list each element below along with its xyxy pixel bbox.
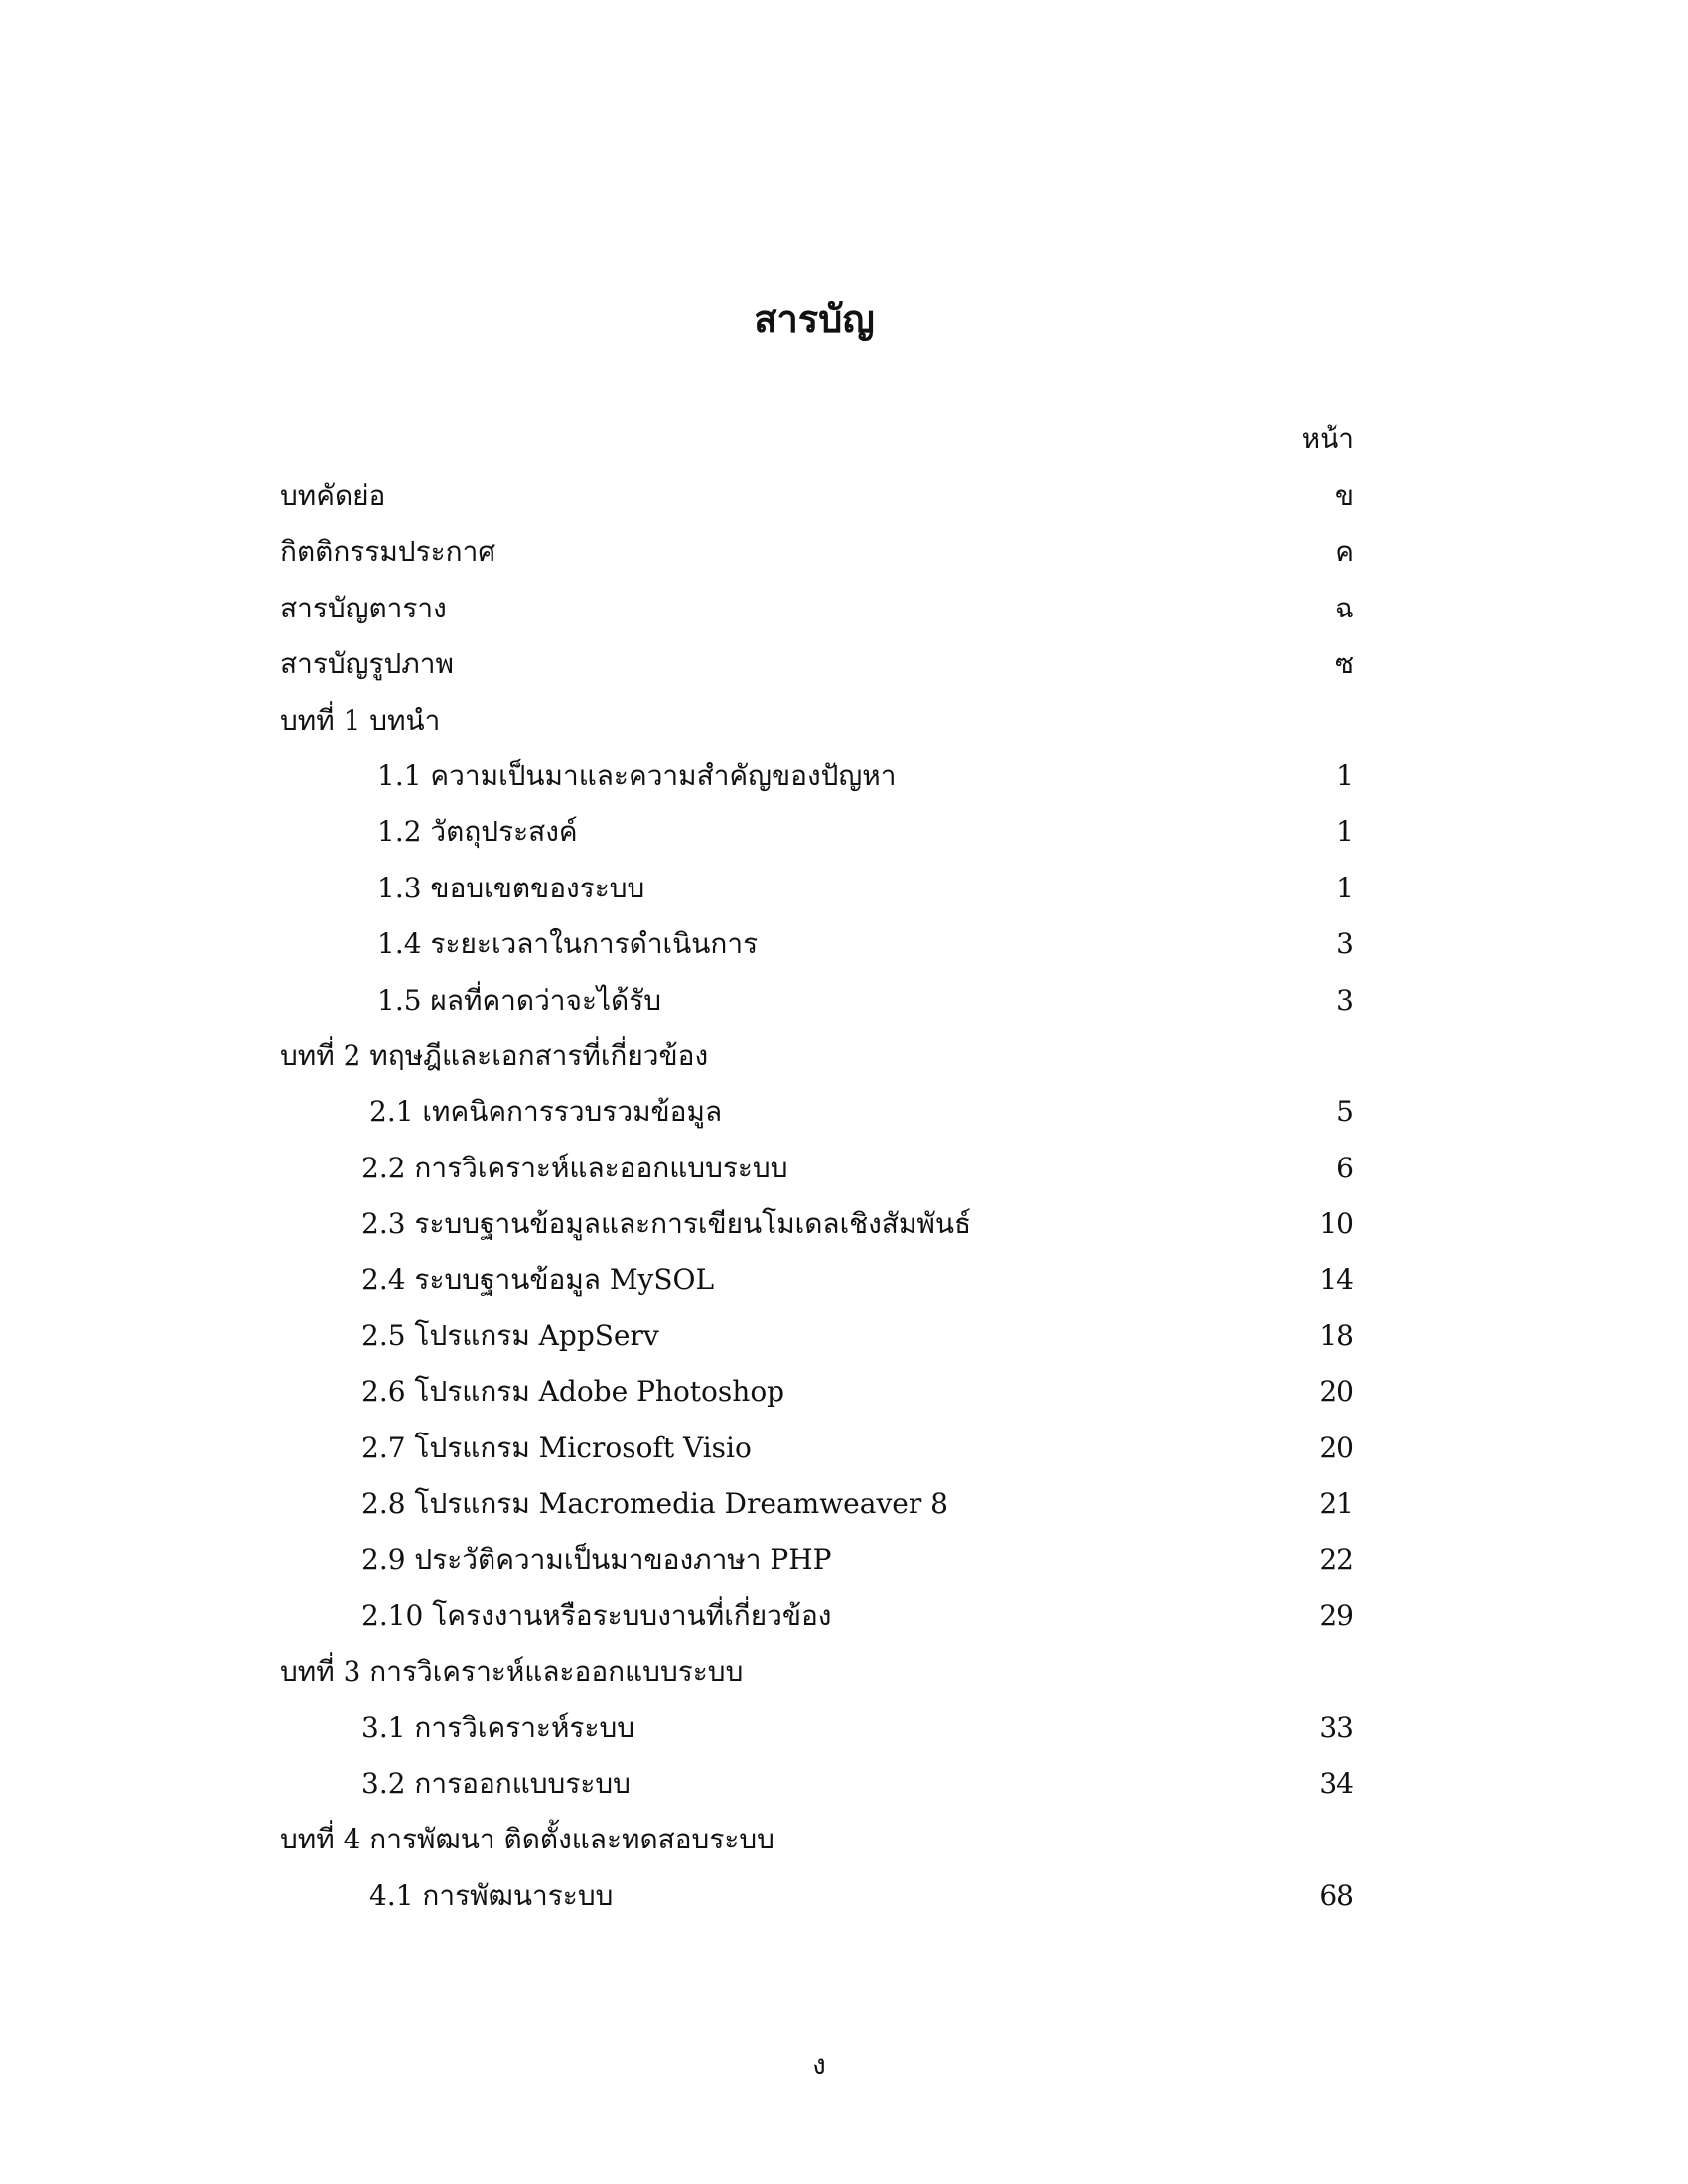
toc-entry-page: 1 — [1336, 815, 1354, 849]
toc-entry-label: บทที่ 4 การพัฒนา ติดตั้งและทดสอบระบบ — [280, 1823, 774, 1856]
toc-entry-page: ค — [1336, 535, 1354, 569]
toc-entry-label: 2.4 ระบบฐานข้อมูล MySOL — [361, 1263, 715, 1297]
toc-entry-page: 1 — [1336, 871, 1354, 904]
toc-entry-label: 1.5 ผลที่คาดว่าจะได้รับ — [377, 983, 662, 1017]
toc-entry-label: บทที่ 2 ทฤษฎีและเอกสารที่เกี่ยวข้อง — [280, 1038, 709, 1072]
toc-entry — [280, 1141, 1354, 1196]
toc-entry-page: 3 — [1336, 927, 1354, 961]
toc-entry — [280, 916, 1354, 972]
toc-entry-label: 1.1 ความเป็นมาและความสำคัญของปัญหา — [377, 758, 897, 792]
toc-chapter-heading — [280, 693, 1354, 749]
toc-entry-page: 33 — [1319, 1710, 1354, 1744]
toc-entry-page: 3 — [1336, 983, 1354, 1017]
toc-entry — [280, 1084, 1354, 1140]
toc-entry-page: ซ — [1335, 647, 1354, 681]
toc-entry — [280, 1756, 1354, 1812]
toc-entry — [280, 469, 1354, 524]
toc-entry-label: 1.4 ระยะเวลาในการดำเนินการ — [377, 927, 759, 961]
toc-entry-label: 2.8 โปรแกรม Macromedia Dreamweaver 8 — [361, 1487, 948, 1521]
toc-entry-label: บทที่ 3 การวิเคราะห์และออกแบบระบบ — [280, 1655, 744, 1689]
toc-entry-label: สารบัญตาราง — [280, 591, 447, 624]
toc-entry-label: กิตติกรรมประกาศ — [280, 535, 496, 569]
toc-entry — [280, 1364, 1354, 1420]
page-column-label: หน้า — [1301, 422, 1354, 455]
toc-entry-page: ฉ — [1335, 591, 1354, 624]
toc-entry — [280, 1308, 1354, 1364]
toc-entry — [280, 1532, 1354, 1587]
toc-entry — [280, 861, 1354, 916]
toc-entry-label: สารบัญรูปภาพ — [280, 647, 454, 681]
toc-entry — [280, 1588, 1354, 1644]
toc-entry — [280, 1252, 1354, 1307]
toc-entry-label: 2.3 ระบบฐานข้อมูลและการเขียนโมเดลเชิงสัมพันธ์ — [361, 1207, 972, 1241]
toc-entry-label: 4.1 การพัฒนาระบบ — [369, 1878, 614, 1912]
toc-entry-page: 20 — [1319, 1375, 1354, 1409]
toc-entry — [280, 749, 1354, 804]
toc-entry-label: 3.1 การวิเคราะห์ระบบ — [361, 1710, 635, 1744]
toc-entry-page: 20 — [1319, 1431, 1354, 1464]
toc-entry-page: 34 — [1319, 1766, 1354, 1800]
toc-entry-label: 2.2 การวิเคราะห์และออกแบบระบบ — [361, 1151, 788, 1184]
toc-entry — [280, 636, 1354, 692]
toc-entry-label: 2.9 ประวัติความเป็นมาของภาษา PHP — [361, 1543, 832, 1576]
toc-entry-page: 10 — [1319, 1207, 1354, 1241]
toc-entry-label: 2.10 โครงงานหรือระบบงานที่เกี่ยวข้อง — [361, 1598, 832, 1632]
toc-entry-page: 21 — [1319, 1487, 1354, 1521]
toc-chapter-heading — [280, 1812, 1354, 1867]
toc-chapter-heading — [280, 1028, 1354, 1084]
toc-entry — [280, 524, 1354, 580]
toc-entry — [280, 581, 1354, 636]
toc-entry — [280, 1868, 1354, 1924]
toc-entry-label: 3.2 การออกแบบระบบ — [361, 1766, 631, 1800]
toc-entry — [280, 973, 1354, 1028]
toc-entry-label: บทคัดย่อ — [280, 479, 386, 512]
toc-entry — [280, 1476, 1354, 1532]
toc-entry-label: 2.6 โปรแกรม Adobe Photoshop — [361, 1375, 785, 1409]
table-of-contents — [280, 469, 1354, 1924]
toc-entry-page: 68 — [1319, 1878, 1354, 1912]
toc-entry-page: 1 — [1336, 758, 1354, 792]
toc-entry-label: บทที่ 1 บทนำ — [280, 703, 441, 737]
toc-entry-page: 14 — [1319, 1263, 1354, 1297]
toc-entry — [280, 1701, 1354, 1756]
toc-entry — [280, 1196, 1354, 1252]
toc-entry-label: 2.1 เทคนิคการรวบรวมข้อมูล — [369, 1095, 723, 1129]
toc-entry-label: 1.2 วัตถุประสงค์ — [377, 815, 578, 849]
toc-entry-label: 2.7 โปรแกรม Microsoft Visio — [361, 1431, 752, 1464]
page-title: สารบัญ — [754, 296, 875, 341]
toc-entry-page: 5 — [1336, 1095, 1354, 1129]
toc-entry — [280, 804, 1354, 860]
toc-entry-page: 29 — [1319, 1598, 1354, 1632]
toc-entry-page: 18 — [1319, 1318, 1354, 1352]
toc-entry-label: 1.3 ขอบเขตของระบบ — [377, 871, 645, 904]
toc-chapter-heading — [280, 1644, 1354, 1700]
toc-entry-label: 2.5 โปรแกรม AppServ — [361, 1318, 659, 1352]
footer-page-number: ง — [812, 2048, 826, 2081]
toc-entry-page: 22 — [1319, 1543, 1354, 1576]
toc-entry-page: ข — [1335, 479, 1354, 512]
toc-entry-page: 6 — [1336, 1151, 1354, 1184]
toc-entry — [280, 1421, 1354, 1476]
